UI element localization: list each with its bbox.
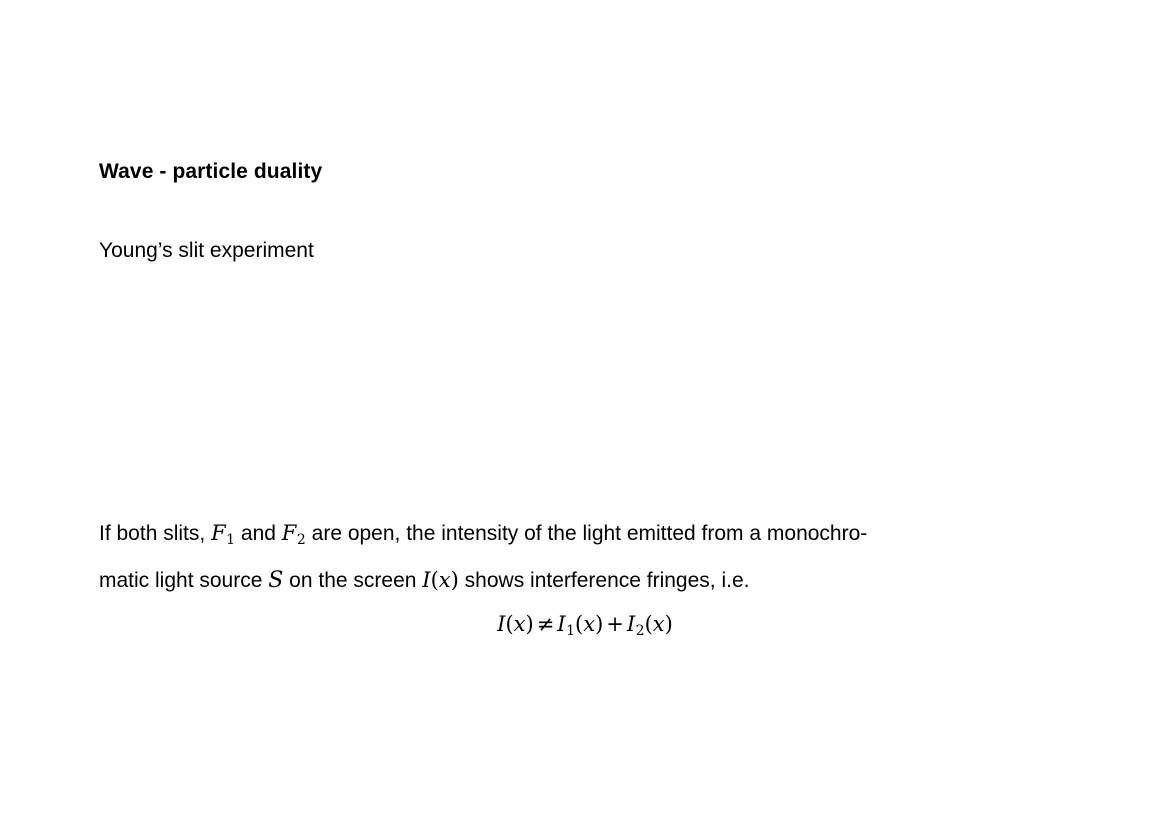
- math-paren-close: ): [450, 567, 459, 592]
- eq-term2-I: I: [626, 612, 636, 636]
- eq-lhs-x: x: [513, 612, 526, 636]
- eq-lhs-paren-close: ): [525, 612, 534, 636]
- math-symbol-F2: F: [281, 521, 297, 545]
- eq-term2-subscript: 2: [635, 622, 645, 639]
- slide-subtitle: Young’s slit experiment: [99, 239, 314, 262]
- eq-term1-subscript: 1: [566, 622, 576, 639]
- body-line-2: [99, 560, 1071, 601]
- eq-plus-sign: +: [606, 612, 624, 636]
- math-symbol-x: x: [438, 567, 451, 592]
- body-paragraph: [99, 513, 1071, 601]
- math-subscript-1: 1: [226, 531, 236, 548]
- body-text-fragment: If both slits,: [99, 522, 206, 545]
- slide-title: Wave - particle duality: [99, 160, 323, 183]
- equation-expression: [497, 612, 673, 639]
- eq-term1-paren-close: ): [595, 612, 604, 636]
- body-text-fragment: on the screen: [289, 568, 417, 592]
- math-paren-open: (: [430, 567, 439, 592]
- equation-block: [99, 612, 1071, 639]
- eq-not-equal-sign: ≠: [536, 612, 555, 636]
- eq-term2-x: x: [652, 612, 665, 636]
- body-text-fragment: matic light source: [99, 568, 263, 592]
- eq-term2-paren-close: ): [664, 612, 673, 636]
- math-subscript-2: 2: [296, 531, 306, 548]
- eq-term1-I: I: [557, 612, 566, 636]
- math-symbol-I: I: [422, 567, 431, 592]
- body-text-fragment: are open, the intensity of the light emitted from a monochro-: [311, 522, 868, 545]
- math-symbol-F1: F: [211, 521, 226, 545]
- eq-lhs-I: I: [497, 612, 506, 636]
- math-symbol-S: S: [268, 567, 284, 593]
- eq-term1-paren-open: (: [575, 612, 584, 636]
- body-text-fragment: and: [240, 522, 276, 545]
- eq-term2-paren-open: (: [644, 612, 653, 636]
- eq-term1-x: x: [583, 612, 596, 636]
- body-line-1: [99, 513, 1071, 560]
- body-text-fragment: shows interference fringes, i.e.: [464, 568, 750, 592]
- eq-lhs-paren-open: (: [505, 612, 514, 636]
